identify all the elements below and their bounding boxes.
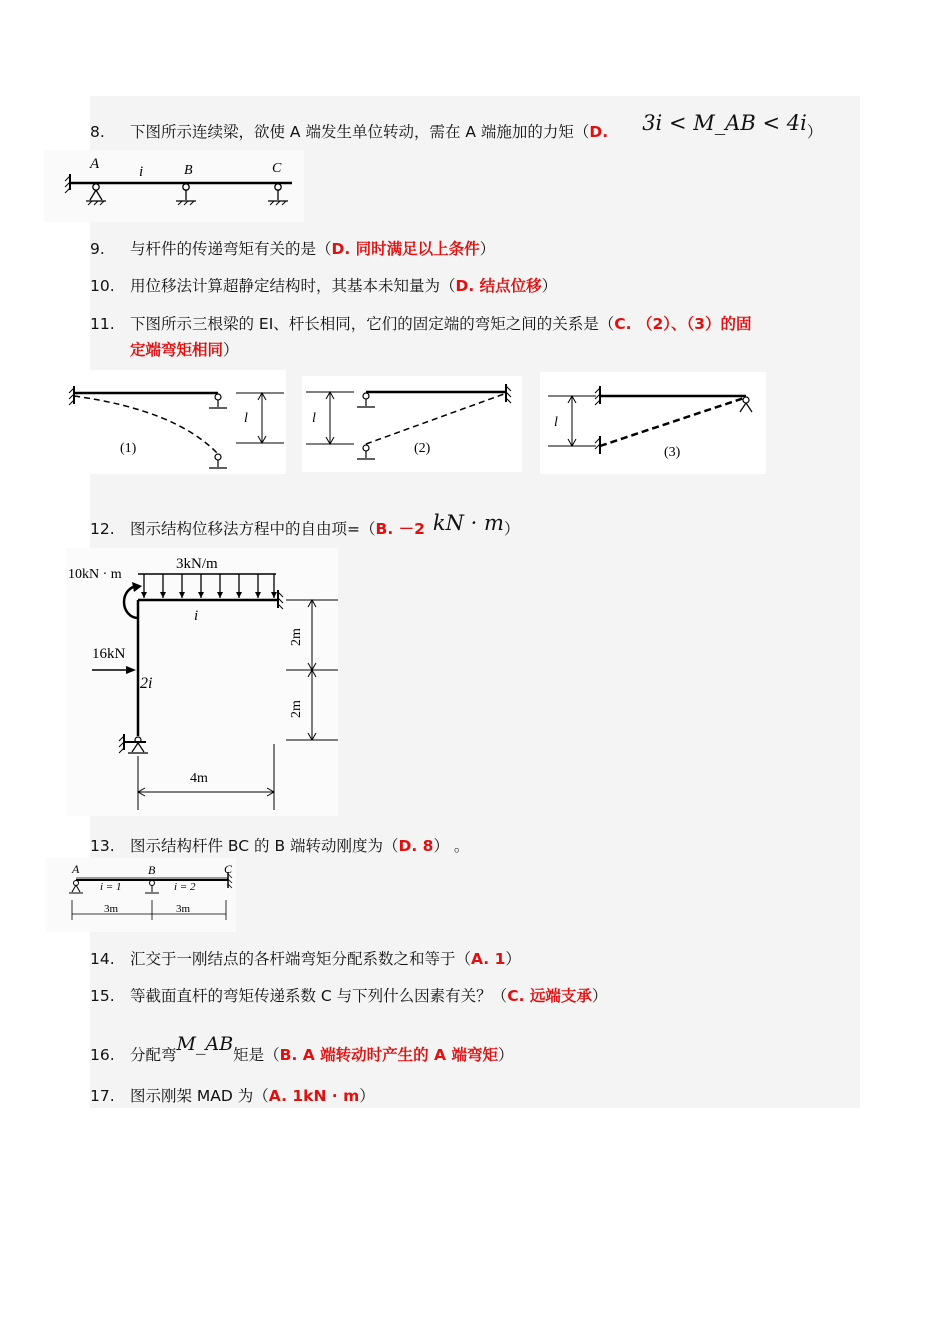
question-text: 图示刚架 MAD 为（ [130,1087,269,1105]
dimension-label: 3m [176,903,191,915]
question-12 [90,511,520,542]
caption-3: (3) [664,445,681,460]
answer-formula: 3i < M_AB < 4i [642,111,807,135]
figure-beam-2 [302,376,522,472]
answer-text: B. －2 [375,520,425,538]
figure-continuous-beam [44,150,304,222]
question-text: 分配弯 [130,1046,177,1064]
caption-2: (2) [414,441,431,456]
stiffness-label: i = 2 [174,881,196,893]
question-text: 图示结构位移法方程中的自由项=（ [130,520,376,538]
question-8 [90,111,823,145]
load-label: 3kN/m [176,556,218,572]
stiffness-label: i = 1 [100,881,122,893]
beam-stiffness-label: i [194,608,199,624]
question-15 [90,983,607,1009]
answer-text: B. A 端转动时产生的 A 端弯矩 [279,1046,498,1064]
question-text: 图示结构杆件 BC 的 B 端转动刚度为（ [130,837,399,855]
answer-text: A. 1kN · m [268,1087,360,1105]
question-9 [90,236,495,262]
force-label: 16kN [92,646,126,662]
question-close: ） [503,520,520,538]
question-close: ） [806,123,823,141]
answer-text: A. 1 [471,950,506,968]
label-a: A [72,862,80,876]
label-b: B [148,863,156,877]
answer-text: C. （2）、（3）的固 [614,315,752,333]
question-text: 用位移法计算超静定结构时，其基本未知量为（ [130,277,456,295]
dimension-label: 2m [289,700,304,718]
answer-text: D. [589,123,609,141]
term-formula: M_AB [176,1033,234,1055]
figure-frame [66,548,338,816]
question-text-continued: 矩是（ [233,1046,280,1064]
question-close: ） [359,1087,375,1105]
column-stiffness-label: 2i [140,675,153,692]
length-label: l [244,411,248,426]
dimension-label: 2m [289,628,304,646]
label-b: B [184,163,193,178]
answer-formula: kN · m [432,511,504,535]
question-number: 14. [90,950,115,968]
beam-1-diagram [66,370,286,474]
question-number: 16. [90,1046,115,1064]
question-text: 下图所示三根梁的 EI、杆长相同，它们的固定端的弯矩之间的关系是（ [130,315,615,333]
label-a: A [90,156,100,172]
question-11 [90,311,752,363]
beam-diagram [44,150,304,222]
question-number: 8. [90,123,105,141]
caption-1: (1) [120,441,137,456]
question-13 [90,833,469,859]
question-close: ） [497,1046,514,1064]
question-number: 17. [90,1087,115,1105]
question-14 [90,946,521,972]
question-number: 10. [90,277,115,295]
question-text: 等截面直杆的弯矩传递系数 C 与下列什么因素有关？（ [130,987,508,1005]
answer-text: C. 远端支承 [507,987,592,1005]
length-label: l [312,411,316,426]
dimension-label: 3m [104,903,119,915]
question-text: 与杆件的传递弯矩有关的是（ [130,240,332,258]
question-close: ） [541,277,558,295]
question-10 [90,273,557,299]
beam-3-diagram [540,372,766,474]
question-number: 12. [90,520,115,538]
two-span-beam-diagram [46,858,236,932]
question-text: 下图所示连续梁，欲使 A 端发生单位转动，需在 A 端施加的力矩（ [130,123,590,141]
label-i: i [139,164,144,180]
figure-beam-3 [540,372,766,474]
length-label: l [554,415,558,430]
question-close: ） [591,987,608,1005]
question-number: 15. [90,987,115,1005]
question-close: ） [223,341,239,359]
answer-text-continued: 定端弯矩相同 [130,341,224,359]
question-number: 11. [90,315,115,333]
question-16 [90,1033,514,1068]
question-number: 13. [90,837,115,855]
label-c: C [272,161,282,176]
question-17 [90,1083,375,1109]
question-close: ） [479,240,496,258]
beam-2-diagram [302,376,522,472]
figure-two-span-beam [46,858,236,932]
figure-beam-1 [66,370,286,474]
moment-label: 10kN · m [68,567,122,582]
question-number: 9. [90,240,105,258]
answer-text: D. 同时满足以上条件 [331,240,480,258]
question-close: ） 。 [433,837,470,855]
frame-diagram [66,548,338,816]
label-c: C [224,862,233,876]
answer-text: D. 8 [398,837,434,855]
question-text: 汇交于一刚结点的各杆端弯矩分配系数之和等于（ [130,950,472,968]
answer-text: D. 结点位移 [455,277,542,295]
question-close: ） [505,950,521,968]
dimension-label: 4m [190,771,208,786]
